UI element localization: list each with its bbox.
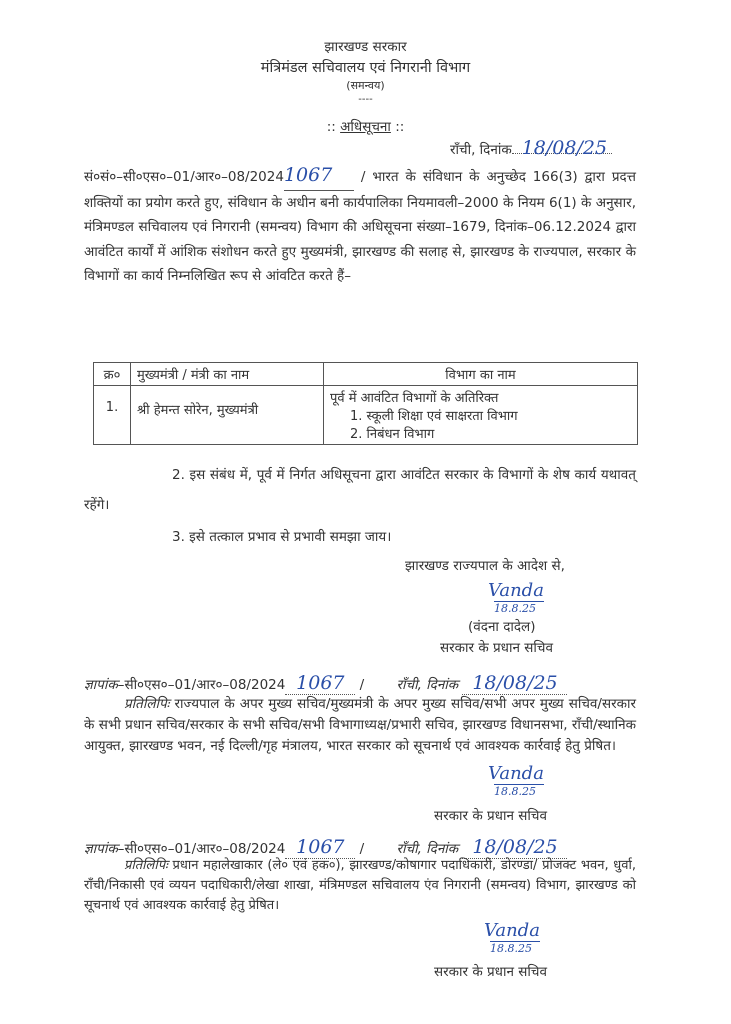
signature-date: 18.8.25: [490, 941, 540, 955]
place-date-label: राँची, दिनांक: [450, 142, 512, 158]
signature-mark: Vanda: [484, 920, 540, 941]
section-name: (समन्वय): [346, 79, 385, 92]
signature-date: 18.8.25: [494, 784, 544, 798]
place-date: [450, 137, 612, 159]
copy-body: राज्यपाल के अपर मुख्य सचिव/मुख्यमंत्री के अपर मुख्य सचिव/सभी अपर मुख्य सचिव/सरकार के सभी प्रधान सचिव/सरकार के सभी सचिव/सभी विभागाध्यक्ष/प्रभारी सचिव, झारखण्ड विधानसभा, राँची/स्थानिक आयुक्त, झारखण्ड भवन, नई दिल्ली/गृह मंत्रालय, भारत सरकार को सूचनार्थ एवं आवश्यक कार्रवाई हेतु प्रेषित।: [84, 696, 636, 754]
signature-mark: Vanda: [488, 580, 544, 601]
department-name: मंत्रिमंडल सचिवालय एवं निगरानी विभाग: [260, 60, 471, 76]
signature: [488, 580, 544, 615]
notification-body: [84, 163, 636, 289]
header-name: मुख्यमंत्री / मंत्री का नाम: [131, 363, 324, 386]
signature-date: 18.8.25: [494, 601, 544, 615]
signatory-designation: सरकार के प्रधान सचिव: [440, 640, 553, 656]
government-name: झारखण्ड सरकार: [324, 39, 407, 55]
cell-name: श्री हेमन्त सोरेन, मुख्यमंत्री: [131, 386, 324, 445]
signatory-name: (वंदना दादेल): [468, 619, 536, 635]
header-department: विभाग का नाम: [324, 363, 638, 386]
memo-date-line: [462, 672, 567, 695]
signature: [488, 763, 544, 798]
signature-mark: Vanda: [488, 763, 544, 784]
ref-prefix: सं०सं०–सी०एस०–01/आर०–08/2024: [84, 169, 284, 185]
title-prefix: ::: [326, 119, 336, 135]
copy-designation: सरकार के प्रधान सचिव: [434, 808, 547, 824]
memo-number: 1067: [296, 672, 345, 694]
memo-date: 18/08/25: [472, 836, 558, 858]
copy-label: प्रतिलिपिः: [124, 858, 168, 873]
allocation-table: [93, 362, 638, 445]
ref-number-line: [284, 163, 354, 191]
table-row: [94, 386, 638, 445]
header-sno: क्र०: [94, 363, 131, 386]
handwritten-date: 18/08/25: [521, 137, 608, 159]
department-item: 1. स्कूली शिक्षा एवं साक्षरता विभाग: [350, 409, 518, 424]
copy-body: प्रधान महालेखाकार (ले० एवं हक०), झारखण्ड/कोषागार पदाधिकारी, डोरण्डा/ प्रोजक्ट भवन, धुर्वा, राँची/निकासी एवं व्ययन पदाधिकारी/लेखा शाखा, मंत्रिमण्डल सचिवालय एंव निगरानी (समन्वय) विभाग, झारखण्ड को सूचनार्थ एवं आवश्यक कार्रवाई हेतु प्रेषित।: [84, 858, 637, 913]
body-text: भारत के संविधान के अनुच्छेद 166(3) द्वारा प्रदत्त शक्तियों का प्रयोग करते हुए, संविधान के अधीन बनी कार्यपालिका नियमावली–2000 के नियम 6(1) के अनुसार, मंत्रिमण्डल सचिवालय एवं निगरानी (समन्वय) विभाग की अधिसूचना संख्या–1679, दिनांक–06.12.2024 द्वारा आवंटित कार्यों में आंशिक संशोधन करते हुए मुख्यमंत्री, झारखण्ड की सलाह से, झारखण्ड के राज्यपाल, सरकार के विभागों का कार्य निम्नलिखित रूप से आंवटित करते हैं–: [84, 169, 637, 284]
copy-text-2: [84, 856, 636, 916]
departments-intro: पूर्व में आवंटित विभागों के अतिरिक्त: [330, 391, 499, 406]
separator: ----: [358, 94, 373, 105]
memo-ref-1: ज्ञापांक–सी०एस०–01/आर०–08/2024 1067 / राँची, दिनांक 18/08/25: [84, 672, 567, 695]
memo-prefix: सी०एस०–01/आर०–08/2024: [124, 841, 286, 857]
ref-number: 1067: [283, 164, 333, 186]
memo-label: ज्ञापांक–: [84, 841, 125, 857]
point-3: 3. इसे तत्काल प्रभाव से प्रभावी समझा जाय।: [172, 529, 392, 545]
copy-designation: सरकार के प्रधान सचिव: [434, 964, 547, 980]
cell-departments: [324, 386, 638, 445]
copy-label: प्रतिलिपिः: [124, 696, 170, 712]
memo-label: ज्ञापांक–: [84, 677, 125, 693]
memo-date: 18/08/25: [472, 672, 558, 694]
order-line: झारखण्ड राज्यपाल के आदेश से,: [405, 558, 565, 574]
notification-title: [0, 117, 731, 135]
signature: [484, 920, 540, 955]
point-2: 2. इस संबंध में, पूर्व में निर्गत अधिसूचना द्वारा आवंटित सरकार के विभागों के शेष कार्य यथावत् रहेंगे।: [84, 467, 636, 513]
memo-prefix: सी०एस०–01/आर०–08/2024: [124, 677, 286, 693]
memo-place-label: राँची, दिनांक: [396, 841, 459, 857]
ref-suffix: /: [360, 169, 366, 185]
memo-ref-2: ज्ञापांक–सी०एस०–01/आर०–08/2024 1067 / राँची, दिनांक 18/08/25: [84, 836, 567, 859]
copy-text-1: [84, 694, 636, 757]
memo-number-line: [285, 672, 355, 695]
table-header: [94, 363, 638, 386]
department-item: 2. निबंधन विभाग: [350, 427, 435, 442]
title-suffix: ::: [395, 119, 405, 135]
memo-number: 1067: [296, 836, 345, 858]
date-line: [512, 137, 612, 159]
cell-sno: 1.: [94, 386, 131, 445]
title-text: अधिसूचना: [340, 119, 391, 135]
memo-place-label: राँची, दिनांक: [396, 677, 459, 693]
